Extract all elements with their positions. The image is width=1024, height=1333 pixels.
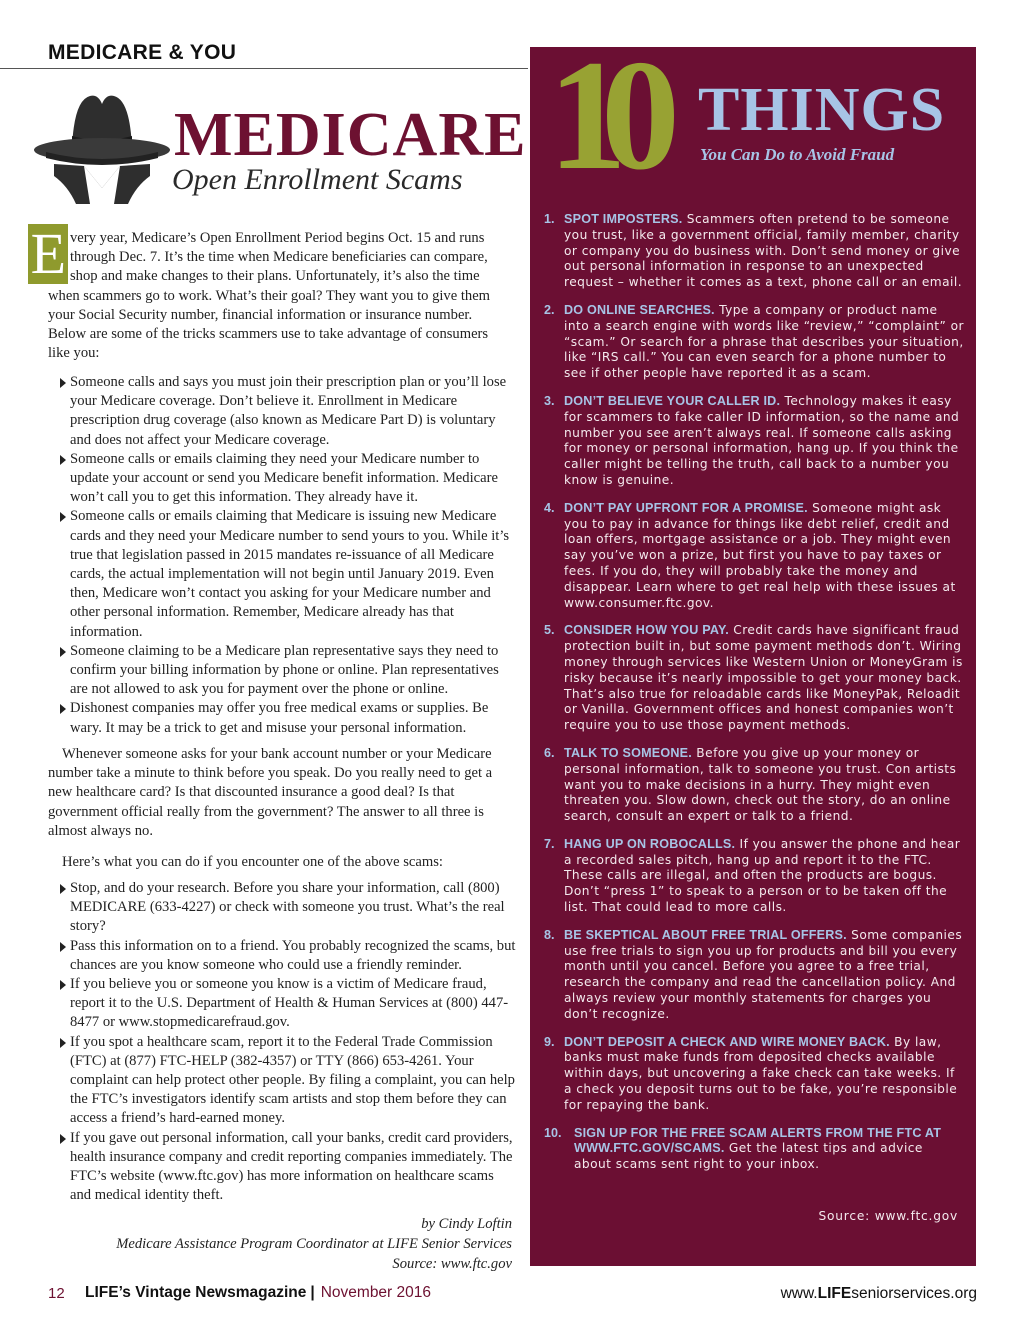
triangle-bullet-icon	[60, 942, 66, 952]
tip-item	[544, 212, 964, 291]
triangle-bullet-icon	[60, 647, 66, 657]
triangle-bullet-icon	[60, 1038, 66, 1048]
list-item	[48, 699, 516, 737]
list-item-text: Someone calls and says you must join their prescription plan or you’ll lose your Medicare coverage. Don’t believe it. Enrollment in Medicare prescription drug coverage (also known as Medicare Part D) is voluntary and does not affect your Medicare coverage.	[70, 374, 507, 448]
tip-item	[544, 1035, 964, 1114]
triangle-bullet-icon	[60, 1134, 66, 1144]
triangle-bullet-icon	[60, 704, 66, 714]
list-item	[48, 507, 516, 641]
spy-hat-icon	[32, 86, 172, 204]
sidebar-number: 10	[548, 47, 654, 203]
tip-text: Technology makes it easy for scammers to fake caller ID information, so the name and number you see aren’t always real. If someone calls asking for money or personal information, hang up. If you think the caller might be telling the truth, call back to a number you know is genuine.	[564, 393, 960, 487]
tip-number: 8.	[544, 927, 555, 942]
sidebar-subtitle: You Can Do to Avoid Fraud	[700, 145, 895, 164]
triangle-bullet-icon	[60, 884, 66, 894]
tip-text: Get the latest tips and advice about scams sent right to your inbox.	[574, 1141, 923, 1172]
tip-text: Credit cards have significant fraud protection built in, but some payment methods don’t. Wiring money through services like Western Union or MoneyGram is risky because it’s nearly impossible to get your money back. That’s also true for reloadable cards like MoneyPak, Reloadit or Vanilla. Government offices and honest companies won’t require you to use those payment methods.	[564, 623, 963, 733]
publication-name	[85, 1284, 431, 1302]
tip-number: 3.	[544, 393, 555, 408]
tip-item	[544, 623, 964, 734]
tip-number: 9.	[544, 1034, 555, 1049]
tip-heading: TALK TO SOMEONE.	[564, 745, 692, 760]
list-item	[48, 937, 516, 975]
article-source: Source: www.ftc.gov	[392, 1256, 512, 1272]
tip-number: 7.	[544, 836, 555, 851]
tip-number: 10.	[544, 1125, 562, 1140]
url-prefix: www.LIFE	[780, 1285, 852, 1302]
byline-author: by Cindy Loftin	[421, 1216, 512, 1232]
footer-separator: |	[310, 1284, 315, 1301]
intro-text: very year, Medicare’s Open Enrollment Period begins Oct. 15 and runs through Dec. 7. It’s the time when Medicare beneficiaries can compare, shop and make changes to their plans. Unfortunately, it’s also the time when scammers go to work. What’s their goal? They want you to give them your Social Security number, financial information or insurance number. Below are some of the tricks scammers use to take advantage of consumers like you:	[48, 230, 491, 362]
tip-heading: DON’T DEPOSIT A CHECK AND WIRE MONEY BACK.	[564, 1034, 890, 1049]
list-item-text: Someone calls or emails claiming that Medicare is issuing new Medicare cards and they need your Medicare number to send yours to you. While it’s true that legislation passed in 2015 mandates re-issuance of all Medicare cards, the actual implementation will not begin until January 2019. Even then, Medicare won’t contact you asking for your Medicare number and other personal information. Remember, Medicare already has that information.	[70, 508, 510, 640]
paragraph-text: Here’s what you can do if you encounter one of the above scams:	[62, 854, 443, 870]
triangle-bullet-icon	[60, 980, 66, 990]
tip-heading: DO ONLINE SEARCHES.	[564, 302, 715, 317]
list-item	[48, 1129, 516, 1206]
list-item-text: Someone calls or emails claiming they need your Medicare number to update your account or send you Medicare benefit information. Medicare won’t call you to get this information. They already have it.	[70, 450, 498, 506]
tip-item	[544, 501, 964, 612]
tip-heading: BE SKEPTICAL ABOUT FREE TRIAL OFFERS.	[564, 927, 847, 942]
paragraph-think	[48, 745, 516, 841]
page-number: 12	[48, 1285, 65, 1302]
list-item-text: Pass this information on to a friend. You probably recognized the scams, but chances are you know someone who could use a friendly reminder.	[70, 937, 516, 973]
tip-number: 4.	[544, 500, 555, 515]
tip-heading: DON’T BELIEVE YOUR CALLER ID.	[564, 393, 781, 408]
tips-list	[544, 212, 964, 1185]
tip-text: By law, banks must make funds from deposited checks available within days, but uncovering a fake check can take weeks. If a check you deposit turns out to be fake, you’re responsible for repaying the bank.	[564, 1034, 958, 1112]
list-item-text: If you gave out personal information, call your banks, credit card providers, health insurance company and credit reporting companies immediately. The FTC’s website (www.ftc.gov) has more information on healthcare scams and medical identity theft.	[70, 1129, 513, 1204]
tip-item	[544, 746, 964, 825]
list-item-text: If you spot a healthcare scam, report it to the Federal Trade Commission (FTC) at (877) FTC-HELP (382-4357) or TTY (866) 653-4261. Your complaint can help protect other people. By filing a complaint, you can help the FTC’s investigators identify scam artists and stop them before they can access a friend’s hard-earned money.	[70, 1033, 515, 1127]
tip-number: 2.	[544, 302, 555, 317]
paragraph-text: Whenever someone asks for your bank account number or your Medicare number take a minute to think before you speak. Do you really need to get a new healthcare card? Is that discounted insurance a good deal? Is that government official really from the government? The answer to all three is almost always no.	[48, 746, 493, 839]
list-item	[48, 450, 516, 508]
tip-text: Before you give up your money or personal information, talk to someone you trust. Con artists want you to make decisions in a hurry. They might even threaten you. Slow down, check out the story, do an online search, consult an expert or talk to a friend.	[564, 745, 957, 824]
website-url	[781, 1285, 977, 1303]
publication-title: LIFE’s Vintage Newsmagazine	[85, 1284, 307, 1301]
tip-item	[544, 303, 964, 382]
intro-paragraph	[48, 229, 513, 363]
tip-text: If you answer the phone and hear a recorded sales pitch, hang up and report it to the FTC. These calls are illegal, and often the products are bogus. Don’t “press 1” to speak to a person or to be taken off the list. That could lead to more calls.	[564, 836, 961, 915]
list-item-text: Dishonest companies may offer you free medical exams or supplies. Be wary. It may be a trick to get and misuse your personal information.	[70, 700, 489, 736]
tip-heading: DON’T PAY UPFRONT FOR A PROMISE.	[564, 500, 808, 515]
triangle-bullet-icon	[60, 512, 66, 522]
list-item-text: Stop, and do your research. Before you share your information, call (800) MEDICARE (633-4227) or check with someone you trust. What’s the real story?	[70, 880, 505, 935]
tip-number: 5.	[544, 623, 555, 638]
sidebar-title: THINGS	[698, 76, 946, 144]
list-item	[48, 975, 516, 1033]
list-item	[48, 373, 516, 450]
tip-item	[544, 1126, 964, 1173]
tip-item	[544, 837, 964, 916]
tip-text: Someone might ask you to pay in advance for things like debt relief, credit and loan offers, mortgage assistance or a job. They might even say you’ve won a prize, but first you have to pay taxes or fees. If you do, they will probably take the money and disappear. Learn where to get real help with these issues at www.consumer.ftc.gov.	[564, 500, 956, 610]
url-rest: seniorservices.org	[851, 1285, 977, 1302]
tip-text: Some companies use free trials to sign you up for products and bill you every month until you cancel. Before you agree to a free trial, research the company and read the cancellation policy. And always review your monthly statements for charges you don’t recognize.	[564, 927, 963, 1021]
action-list	[48, 879, 516, 1205]
drop-cap: E	[28, 224, 68, 284]
tip-heading: CONSIDER HOW YOU PAY.	[564, 623, 729, 638]
tip-text: Scammers often pretend to be someone you trust, like a government official, family member, charity or company you do business with. Don’t send money or give out personal information in response to an unexpected request – whether it comes as a text, phone call or an email.	[564, 212, 963, 290]
tip-heading: SIGN UP FOR THE FREE SCAM ALERTS FROM THE FTC AT WWW.FTC.GOV/SCAMS.	[574, 1125, 942, 1156]
triangle-bullet-icon	[60, 378, 66, 388]
article-subtitle: Open Enrollment Scams	[172, 163, 463, 196]
tip-item	[544, 928, 964, 1023]
tip-number: 1.	[544, 212, 555, 226]
list-item-text: If you believe you or someone you know is a victim of Medicare fraud, report it to the U.S. Department of Health & Human Services at (800) 447-8477 or www.stopmedicarefraud.gov.	[70, 976, 509, 1031]
triangle-bullet-icon	[60, 455, 66, 465]
tip-heading: SPOT IMPOSTERS.	[564, 212, 683, 226]
tips-sidebar	[530, 47, 976, 1266]
byline	[72, 1214, 512, 1274]
issue-date: November 2016	[320, 1284, 432, 1301]
sidebar-source: Source: www.ftc.gov	[818, 1209, 958, 1223]
tip-number: 6.	[544, 745, 555, 760]
tip-item	[544, 394, 964, 489]
paragraph-actions-intro	[48, 853, 516, 872]
section-divider	[0, 68, 528, 69]
section-label: MEDICARE & YOU	[48, 41, 237, 64]
tip-text: Type a company or product name into a search engine with words like “review,” “complaint” or “scam.” Or search for a phrase that describes your situation, like “IRS call.” You can even search for a phone number to see if other people have reported it as a scam.	[564, 302, 964, 381]
list-item	[48, 642, 516, 700]
list-item-text: Someone claiming to be a Medicare plan representative says they need to confirm your billing information by phone or online. Plan representatives are not allowed to ask you for payment over the phone or online.	[70, 642, 499, 698]
list-item	[48, 879, 516, 937]
byline-role: Medicare Assistance Program Coordinator at LIFE Senior Services	[116, 1236, 512, 1252]
scam-list	[48, 373, 516, 738]
article-title: MEDICARE	[174, 101, 527, 169]
tip-heading: HANG UP ON ROBOCALLS.	[564, 836, 736, 851]
list-item	[48, 1033, 516, 1129]
